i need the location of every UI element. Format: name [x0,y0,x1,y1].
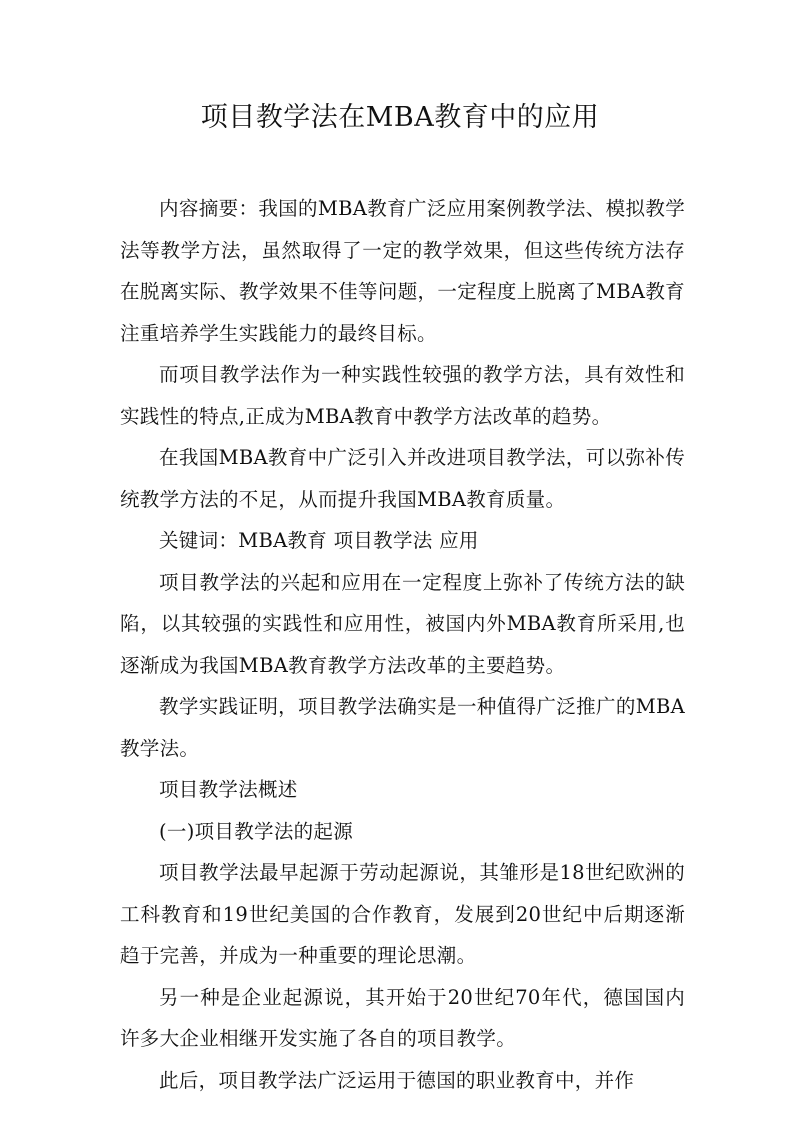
document-title: 项目教学法在MBA教育中的应用 [200,102,600,133]
body-paragraph: 而项目教学法作为一种实践性较强的教学方法，具有效性和实践性的特点,正成为MBA教育中教学方法改革的趋势。 [120,363,685,428]
body-paragraph: 在我国MBA教育中广泛引入并改进项目教学法，可以弥补传统教学方法的不足，从而提升我国MBA教育质量。 [120,446,685,511]
keywords-paragraph: 关键词：MBA教育 项目教学法 应用 [159,529,479,552]
section-heading: 项目教学法概述 [159,778,298,801]
body-paragraph: 项目教学法最早起源于劳动起源说，其雏形是18世纪欧洲的工科教育和19世纪美国的合作教育，发展到20世纪中后期逐渐趋于完善，并成为一种重要的理论思潮。 [120,861,685,967]
body-paragraph: 教学实践证明，项目教学法确实是一种值得广泛推广的MBA教学法。 [120,695,685,760]
abstract-paragraph: 内容摘要：我国的MBA教育广泛应用案例教学法、模拟教学法等教学方法，虽然取得了一定的教学效果，但这些传统方法存在脱离实际、教学效果不佳等问题，一定程度上脱离了MBA教育注重培养学生实践能力的最终目标。 [120,197,685,345]
subsection-heading: (一)项目教学法的起源 [159,819,354,843]
body-paragraph: 项目教学法的兴起和应用在一定程度上弥补了传统方法的缺陷，以其较强的实践性和应用性，被国内外MBA教育所采用,也逐渐成为我国MBA教育教学方法改革的主要趋势。 [120,570,685,677]
body-paragraph: 另一种是企业起源说，其开始于20世纪70年代，德国国内许多大企业相继开发实施了各自的项目教学。 [120,985,685,1050]
body-paragraph: 此后，项目教学法广泛运用于德国的职业教育中，并作 [159,1068,635,1092]
document-body [120,188,685,1101]
